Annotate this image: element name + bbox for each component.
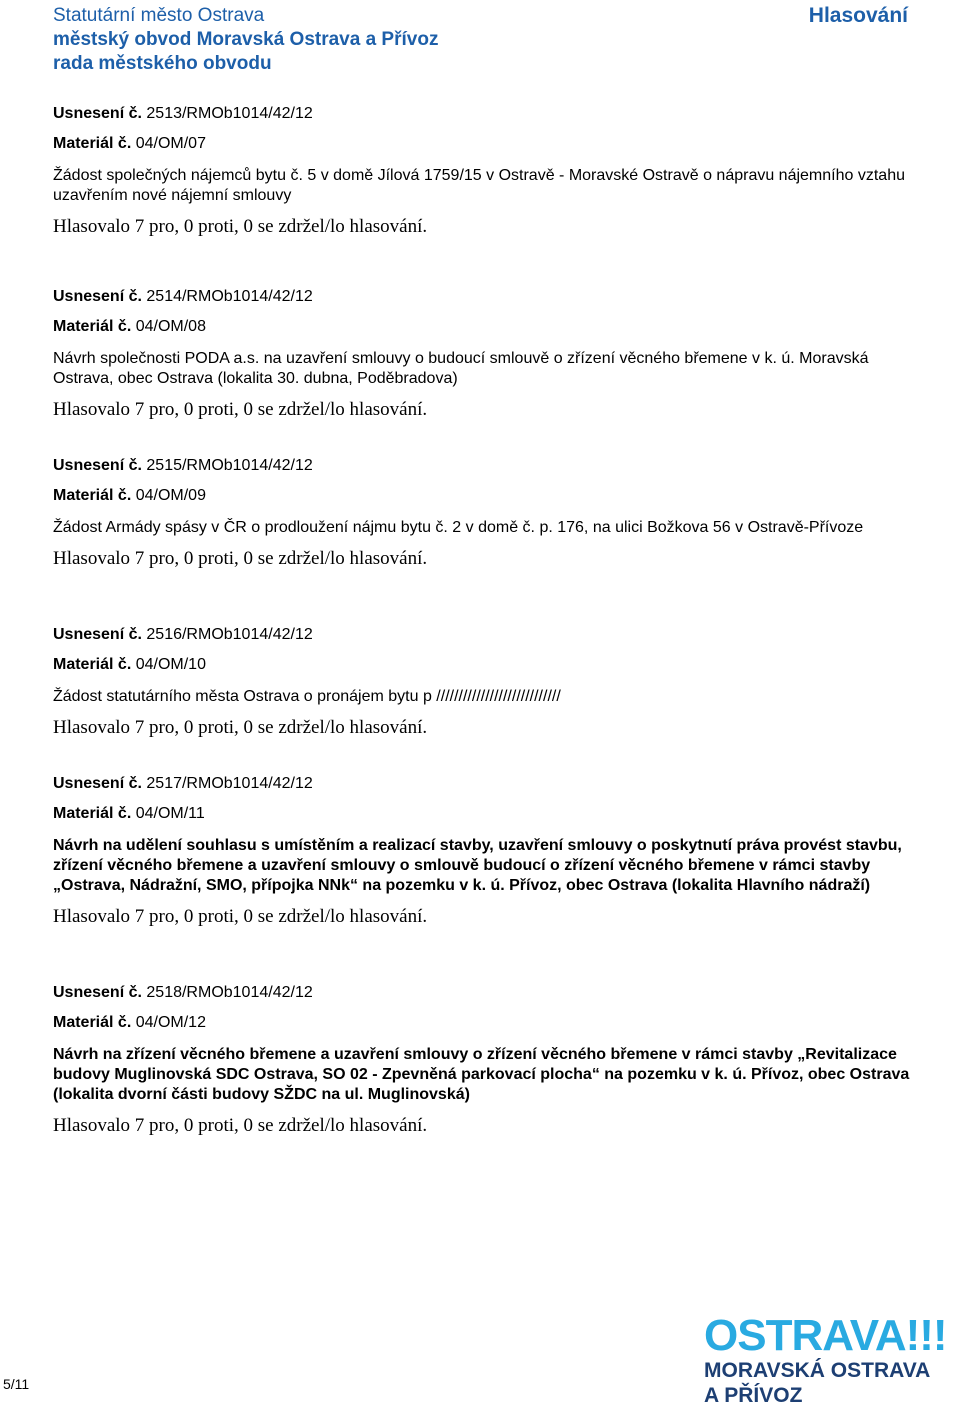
document-header xyxy=(53,4,438,76)
resolution-title: Návrh společnosti PODA a.s. na uzavření smlouvy o budoucí smlouvě o zřízení věcného břemene v k. ú. Moravská Ostrava, obec Ostrava (lokalita 30. dubna, Poděbradova) xyxy=(53,350,869,387)
logo-wordmark: OSTRAVA!!! xyxy=(704,1311,947,1360)
vote-result: Hlasovalo 7 pro, 0 proti, 0 se zdržel/lo hlasování. xyxy=(53,216,428,237)
resolution-number: Usnesení č. 2518/RMOb1014/42/12 xyxy=(53,984,313,1001)
resolution-title: Návrh na zřízení věcného břemene a uzavření smlouvy o zřízení věcného břemene v rámci stavby „Revitalizace budovy Muglinovská SDC Ostrava, SO 02 - Zpevněná parkovací plocha“ na pozemku v k. ú. Přívoz, obec Ostrava (lokalita dvorní části budovy SŽDC na ul. Muglinovská) xyxy=(53,1046,910,1103)
resolution-number: Usnesení č. 2517/RMOb1014/42/12 xyxy=(53,775,313,792)
resolution-number: Usnesení č. 2513/RMOb1014/42/12 xyxy=(53,105,313,122)
material-number: Materiál č. 04/OM/09 xyxy=(53,487,206,504)
header-section-title: Hlasování xyxy=(808,4,908,27)
resolution-number: Usnesení č. 2516/RMOb1014/42/12 xyxy=(53,626,313,643)
material-number: Materiál č. 04/OM/10 xyxy=(53,656,206,673)
vote-result: Hlasovalo 7 pro, 0 proti, 0 se zdržel/lo hlasování. xyxy=(53,906,428,927)
resolution-title: Žádost Armády spásy v ČR o prodloužení nájmu bytu č. 2 v domě č. p. 176, na ulici Božkova 56 v Ostravě-Přívoze xyxy=(53,519,864,536)
header-district: městský obvod Moravská Ostrava a Přívoz xyxy=(53,29,439,50)
resolution-title: Návrh na udělení souhlasu s umístěním a realizací stavby, uzavření smlouvy o poskytnutí práva provést stavbu, zřízení věcného břemene a uzavření smlouvy o smlouvě budoucí o zřízení věcného břemene v rámci stavby „Ostrava, Nádražní, SMO, přípojka NNk“ na pozemku v k. ú. Přívoz, obec Ostrava (lokalita Hlavního nádraží) xyxy=(53,837,902,894)
resolution-title: Žádost společných nájemců bytu č. 5 v domě Jílová 1759/15 v Ostravě - Moravské Ostravě o nápravu nájemního vztahu uzavřením nové nájemní smlouvy xyxy=(53,167,905,204)
vote-result: Hlasovalo 7 pro, 0 proti, 0 se zdržel/lo hlasování. xyxy=(53,717,428,738)
resolution-number: Usnesení č. 2515/RMOb1014/42/12 xyxy=(53,457,313,474)
resolution-item xyxy=(53,456,913,571)
material-number: Materiál č. 04/OM/11 xyxy=(53,805,205,822)
resolution-item xyxy=(53,287,913,422)
resolution-number: Usnesení č. 2514/RMOb1014/42/12 xyxy=(53,288,313,305)
vote-result: Hlasovalo 7 pro, 0 proti, 0 se zdržel/lo hlasování. xyxy=(53,548,428,569)
logo-district-line1: MORAVSKÁ OSTRAVA xyxy=(704,1359,931,1382)
resolution-title: Žádost statutárního města Ostrava o pronájem bytu p //////////////////////////// xyxy=(53,688,561,705)
resolution-item xyxy=(53,983,913,1138)
logo-district-line2: A PŘÍVOZ xyxy=(704,1384,803,1407)
resolution-item xyxy=(53,104,913,239)
header-city: Statutární město Ostrava xyxy=(53,5,265,26)
ostrava-logo xyxy=(704,1311,956,1408)
resolution-item xyxy=(53,625,913,740)
material-number: Materiál č. 04/OM/12 xyxy=(53,1014,206,1031)
resolution-item xyxy=(53,774,913,929)
material-number: Materiál č. 04/OM/07 xyxy=(53,135,206,152)
vote-result: Hlasovalo 7 pro, 0 proti, 0 se zdržel/lo hlasování. xyxy=(53,1115,428,1136)
material-number: Materiál č. 04/OM/08 xyxy=(53,318,206,335)
header-council: rada městského obvodu xyxy=(53,53,272,74)
vote-result: Hlasovalo 7 pro, 0 proti, 0 se zdržel/lo hlasování. xyxy=(53,399,428,420)
page-number: 5/11 xyxy=(3,1376,30,1392)
